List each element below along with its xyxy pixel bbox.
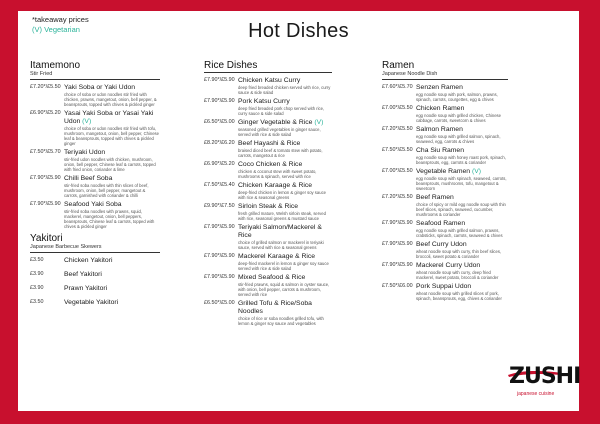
item-price: £7.50*/£5.40	[204, 182, 235, 188]
item-price: £7.50*/£5.50	[382, 147, 413, 153]
item-price: £7.90*/£5.90	[204, 98, 235, 104]
menu-item	[30, 175, 160, 198]
item-name: Coco Chicken & Rice	[238, 161, 303, 168]
menu-item	[382, 147, 508, 165]
menu-item	[30, 299, 160, 307]
item-price: £3.50	[30, 299, 44, 305]
item-price: £3.50	[30, 257, 44, 263]
vegetarian-marker: (V)	[82, 118, 92, 125]
item-description: deep-fried chicken in lemon & ginger soy sauce with rice & seasonal greens	[238, 190, 326, 200]
item-price: £7.60*/£5.70	[382, 84, 413, 90]
item-price: £3.90	[30, 285, 44, 291]
menu-item	[204, 224, 332, 250]
item-price: £7.20*/£5.50	[382, 194, 413, 200]
item-price: £3.90	[30, 271, 44, 277]
section-divider	[30, 252, 160, 253]
menu-item	[382, 241, 508, 259]
item-description: choice of soba or udon noodles stir fried with tofu, mushroom, mangetout, onion, bell pepper, Chinese leaf & beansprouts, topped with chives & pickled ginger	[64, 126, 159, 146]
vegetarian-marker: (V)	[471, 168, 481, 175]
item-description: braised diced beef & tomato stew with potato, carrots, mangetout & rice	[238, 148, 323, 158]
item-name: Beef Curry Udon	[416, 241, 467, 248]
item-description: egg noodle soup with grilled chicken, Chinese cabbage, carrots, sweetcorn & chives	[416, 113, 501, 123]
item-price: £7.90*/£5.90	[204, 253, 235, 259]
menu-item	[204, 161, 332, 179]
vegetarian-marker: (V)	[314, 119, 324, 126]
item-name: Vegetable Ramen (V)	[416, 168, 481, 175]
menu-item	[204, 98, 332, 116]
item-description: wheat noodle soup with grilled slices of pork, spinach, beansprouts, egg, chives & coriander	[416, 291, 502, 301]
item-description: wheat noodle soup with curry, thin beef slices, broccoli, sweet potato & coriander	[416, 249, 502, 259]
item-price: £7.90*/£5.90	[382, 262, 413, 268]
item-name: Seafood Yaki Soba	[64, 201, 122, 208]
item-description: deep fried breaded chicken served with rice, curry sauce & side salad	[238, 85, 331, 95]
item-description: stir-fried soba noodles with thin slices of beef, mushroom, onion, bell pepper, mangetout & carrots, garnished with coriander & chilli	[64, 183, 149, 198]
item-name: Chicken Ramen	[416, 105, 465, 112]
item-name: Vegetable Yakitori	[64, 299, 119, 306]
menu-item	[204, 274, 332, 297]
item-price: £9.90*/£7.50	[204, 203, 235, 209]
menu-item	[382, 194, 508, 217]
section-divider	[382, 79, 508, 80]
item-description: deep fried breaded pork chop served with rice, curry sauce & side salad	[238, 106, 325, 116]
item-name: Chicken Karaage & Rice	[238, 182, 313, 189]
item-description: choice of rice or soba noodles grilled tofu, with lemon & ginger soy sauce and vegetables	[238, 316, 324, 326]
menu-item	[382, 262, 508, 280]
item-description: egg noodle soup with grilled salmon, spinach, seaweed, egg, carrots & chives	[416, 134, 501, 144]
item-name: Sirloin Steak & Rice	[238, 203, 299, 210]
section-divider	[204, 72, 332, 73]
vegetarian-note: (V) Vegetarian	[32, 25, 80, 34]
section-title: Rice Dishes	[204, 60, 258, 71]
menu-section	[30, 60, 160, 229]
section-subtitle: Stir Fried	[30, 71, 53, 77]
menu-item	[30, 285, 160, 293]
item-price: £7.90*/£5.90	[204, 274, 235, 280]
item-name: Salmon Ramen	[416, 126, 463, 133]
item-price: £7.20*/£5.50	[30, 84, 61, 90]
item-description: stir-fried prawns, squid & salmon in oyster sauce, with onion, bell pepper, carrots & mushroom, served with rice	[238, 282, 330, 297]
section-divider	[30, 79, 160, 80]
item-price: £6.50*/£5.00	[204, 119, 235, 125]
item-description: wheat noodle soup with curry, deep fried mackerel, sweet potato, broccoli & coriander	[416, 270, 499, 280]
item-description: deep-fried mackerel in lemon & ginger soy sauce served with rice & side salad	[238, 261, 329, 271]
item-description: choice of spicy or mild egg noodle soup with thin beef slices, spinach, seaweed, cucumber, mushrooms & coriander	[416, 202, 506, 217]
item-price: £7.50*/£6.00	[382, 283, 413, 289]
menu-item	[204, 203, 332, 221]
item-description: choice of grilled salmon or mackerel in teriyaki sauce, served with rice & seasonal greens	[238, 240, 324, 250]
item-name: Beef Yakitori	[64, 271, 102, 278]
menu-section	[30, 233, 160, 307]
item-description: seasoned grilled vegetables in ginger sauce, served with rice & side salad	[238, 127, 321, 137]
menu-item	[204, 119, 332, 137]
item-price: £6.90*/£5.20	[30, 110, 61, 116]
menu-item	[382, 126, 508, 144]
section-title: Ramen	[382, 60, 415, 71]
menu-column-2	[204, 60, 332, 329]
item-price: £7.50*/£5.70	[30, 149, 61, 155]
item-price: £7.90*/£5.90	[382, 241, 413, 247]
logo-wordmark: ZUSHI	[509, 364, 581, 389]
menu-item	[30, 257, 160, 265]
item-name: Seafood Ramen	[416, 220, 466, 227]
menu-column-1	[30, 60, 160, 313]
page-title: Hot Dishes	[248, 20, 349, 42]
item-price: £7.90*/£5.90	[30, 201, 61, 207]
menu-item	[30, 201, 160, 229]
menu-item	[382, 283, 508, 301]
item-price: £7.90*/£5.90	[204, 224, 235, 230]
item-description: egg noodle soup with grilled salmon, prawns, crabsticks, spinach, carrots, seaweed & chives	[416, 228, 503, 238]
item-price: £7.20*/£5.50	[382, 126, 413, 132]
item-name: Teriyaki Udon	[64, 149, 106, 156]
item-description: stir-fried soba noodles with prawns, squid, mackerel, mangetout, onion, bell peppers, beansprouts, Chinese leaf & carrots, topped with chives & pickled ginger	[64, 209, 155, 229]
menu-item	[204, 140, 332, 158]
menu-item	[382, 84, 508, 102]
menu-item	[382, 220, 508, 238]
menu-item	[30, 149, 160, 172]
item-name: Mackerel Karaage & Rice	[238, 253, 316, 260]
item-name: Chilli Beef Soba	[64, 175, 113, 182]
item-name: Ginger Vegetable & Rice (V)	[238, 119, 324, 126]
item-name: Yaki Soba or Yaki Udon	[64, 84, 136, 91]
item-name: Prawn Yakitori	[64, 285, 108, 292]
menu-item	[204, 300, 332, 326]
item-price: £7.90*/£5.90	[30, 175, 61, 181]
item-name: Senzen Ramen	[416, 84, 463, 91]
item-name: Grilled Tofu & Rice/Soba Noodles	[238, 300, 312, 315]
item-name: Cha Siu Ramen	[416, 147, 464, 154]
menu-item	[204, 182, 332, 200]
menu-sheet	[18, 11, 579, 411]
item-name: Mixed Seafood & Rice	[238, 274, 306, 281]
takeaway-note: *takeaway prices	[32, 15, 89, 24]
item-name: Pork Katsu Curry	[238, 98, 290, 105]
item-name: Chicken Yakitori	[64, 257, 113, 264]
zushi-logo	[505, 363, 581, 401]
menu-item	[30, 110, 160, 146]
item-price: £8.20*/£6.20	[204, 140, 235, 146]
item-price: £7.00*/£5.50	[382, 168, 413, 174]
item-description: stir-fried udon noodles with chicken, mushroom, onion, bell pepper, Chinese leaf & carrots, topped with fried onion, coriander & lime	[64, 157, 156, 172]
menu-item	[30, 84, 160, 107]
section-title: Itamemono	[30, 60, 81, 71]
item-name: Yasai Yaki Soba or Yasai Yaki Udon (V)	[64, 110, 154, 125]
item-description: egg noodle soup with honey roast pork, spinach, beansprouts, egg, carrots & coriander	[416, 155, 506, 165]
item-name: Mackerel Curry Udon	[416, 262, 481, 269]
item-price: £7.90*/£5.90	[204, 77, 235, 83]
item-description: egg noodle soup with pork, salmon, prawns, spinach, carrots, courgettes, egg & chives	[416, 92, 498, 102]
section-subtitle: Japanese Barbecue Skewers	[30, 244, 102, 250]
menu-item	[382, 168, 508, 191]
item-price: £6.50*/£5.00	[204, 300, 235, 306]
menu-item	[30, 271, 160, 279]
menu-section	[382, 60, 508, 301]
item-description: fresh grilled mature, Welsh sirloin steak, served with rice, seasonal greens & mustard sauce	[238, 211, 326, 221]
section-subtitle: Japanese Noodle Dish	[382, 71, 438, 77]
item-price: £7.90*/£5.90	[382, 220, 413, 226]
menu-item	[204, 77, 332, 95]
item-name: Chicken Katsu Curry	[238, 77, 301, 84]
menu-item	[382, 105, 508, 123]
item-name: Pork Suppai Udon	[416, 283, 472, 290]
item-description: choice of soba or udon noodles stir fried with chicken, prawns, mangetout, onion, bell pepper, & beansprouts, topped with chives & pickled ginger	[64, 92, 157, 107]
menu-item	[204, 253, 332, 271]
section-title: Yakitori	[30, 233, 63, 244]
item-price: £7.00*/£5.50	[382, 105, 413, 111]
menu-column-3	[382, 60, 508, 304]
menu-section	[204, 60, 332, 326]
item-description: egg noodle soup with spinach, seaweed, carrots, beansprouts, mushrooms, tofu, mangetout & sweetcorn	[416, 176, 507, 191]
logo-tagline: japanese cuisine	[517, 391, 555, 397]
item-name: Teriyaki Salmon/Mackerel & Rice	[238, 224, 322, 239]
item-name: Beef Hayashi & Rice	[238, 140, 301, 147]
item-name: Beef Ramen	[416, 194, 454, 201]
item-price: £6.90*/£5.20	[204, 161, 235, 167]
item-description: chicken & coconut stew with sweet potato, mushrooms & spinach, served with rice	[238, 169, 317, 179]
